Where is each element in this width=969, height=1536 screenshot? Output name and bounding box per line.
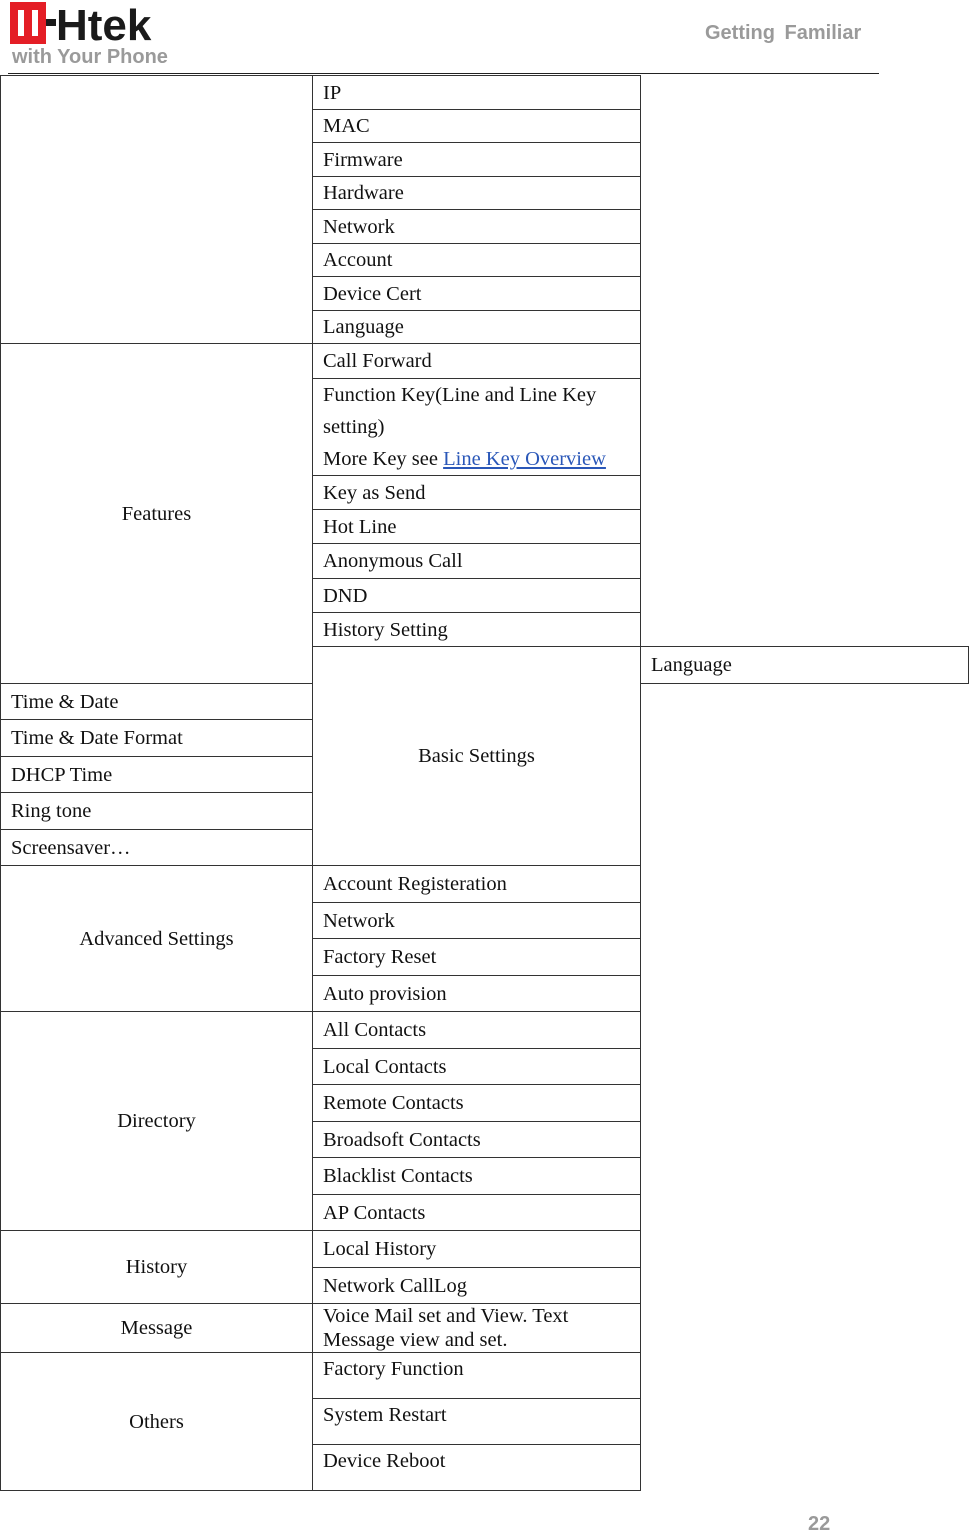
menu-item: All Contacts xyxy=(313,1012,641,1049)
menu-item: Language xyxy=(641,647,969,684)
menu-item: Ring tone xyxy=(1,793,313,830)
category-features: Features xyxy=(1,344,313,684)
menu-item: Screensaver… xyxy=(1,830,313,866)
table-row xyxy=(1,1012,969,1049)
category-others: Others xyxy=(1,1353,313,1491)
function-key-line1: Function Key(Line and Line Key setting) xyxy=(323,384,597,438)
category-status xyxy=(1,76,313,344)
category-message: Message xyxy=(1,1304,313,1353)
menu-item: Key as Send xyxy=(313,476,641,510)
menu-item: Voice Mail set and View. Text Message view and set. xyxy=(313,1304,641,1353)
menu-item: DND xyxy=(313,579,641,613)
table-row xyxy=(1,1231,969,1268)
menu-item: Anonymous Call xyxy=(313,544,641,579)
table-row xyxy=(1,76,969,110)
menu-item: Broadsoft Contacts xyxy=(313,1122,641,1158)
menu-item: Remote Contacts xyxy=(313,1085,641,1122)
menu-item: Hot Line xyxy=(313,510,641,544)
menu-item: Local History xyxy=(313,1231,641,1268)
menu-item: Device Cert xyxy=(313,277,641,311)
menu-item: Account xyxy=(313,244,641,277)
menu-item: Time & Date Format xyxy=(1,720,313,757)
menu-item: Auto provision xyxy=(313,976,641,1012)
menu-item: Factory Function xyxy=(313,1353,641,1399)
menu-item: Account Registeration xyxy=(313,866,641,903)
function-key-line2-prefix: More Key see xyxy=(323,448,444,470)
menu-item: Blacklist Contacts xyxy=(313,1158,641,1195)
line-key-overview-link[interactable]: Line Key Overview xyxy=(443,448,606,470)
menu-item: DHCP Time xyxy=(1,757,313,793)
menu-item: Firmware xyxy=(313,143,641,177)
category-advanced-settings: Advanced Settings xyxy=(1,866,313,1012)
menu-item: Time & Date xyxy=(1,684,313,720)
menu-item: IP xyxy=(313,76,641,110)
menu-item: History Setting xyxy=(313,613,641,647)
menu-item: Hardware xyxy=(313,177,641,210)
category-basic-settings: Basic Settings xyxy=(313,647,641,866)
header-rule xyxy=(8,73,879,74)
table-row xyxy=(1,344,969,379)
htek-logo xyxy=(10,2,200,44)
svg-text:Htek: Htek xyxy=(56,2,152,44)
menu-item: Local Contacts xyxy=(313,1049,641,1085)
menu-structure-table xyxy=(0,75,969,1491)
menu-item: Call Forward xyxy=(313,344,641,379)
category-history: History xyxy=(1,1231,313,1304)
menu-item: Device Reboot xyxy=(313,1445,641,1491)
menu-item-function-key xyxy=(313,379,641,476)
table-row xyxy=(1,1353,969,1399)
menu-item: Network CallLog xyxy=(313,1268,641,1304)
menu-item: Language xyxy=(313,311,641,344)
chapter-title: Getting Familiar xyxy=(705,22,862,44)
table-row xyxy=(1,1304,969,1353)
category-directory: Directory xyxy=(1,1012,313,1231)
page-number: 22 xyxy=(808,1513,831,1535)
menu-item: AP Contacts xyxy=(313,1195,641,1231)
menu-item: System Restart xyxy=(313,1399,641,1445)
table-row xyxy=(1,866,969,903)
menu-item: Network xyxy=(313,210,641,244)
menu-item: Factory Reset xyxy=(313,939,641,976)
page-header xyxy=(0,0,969,76)
menu-item: MAC xyxy=(313,110,641,143)
logo-tagline: with Your Phone xyxy=(12,46,168,68)
menu-item: Network xyxy=(313,903,641,939)
